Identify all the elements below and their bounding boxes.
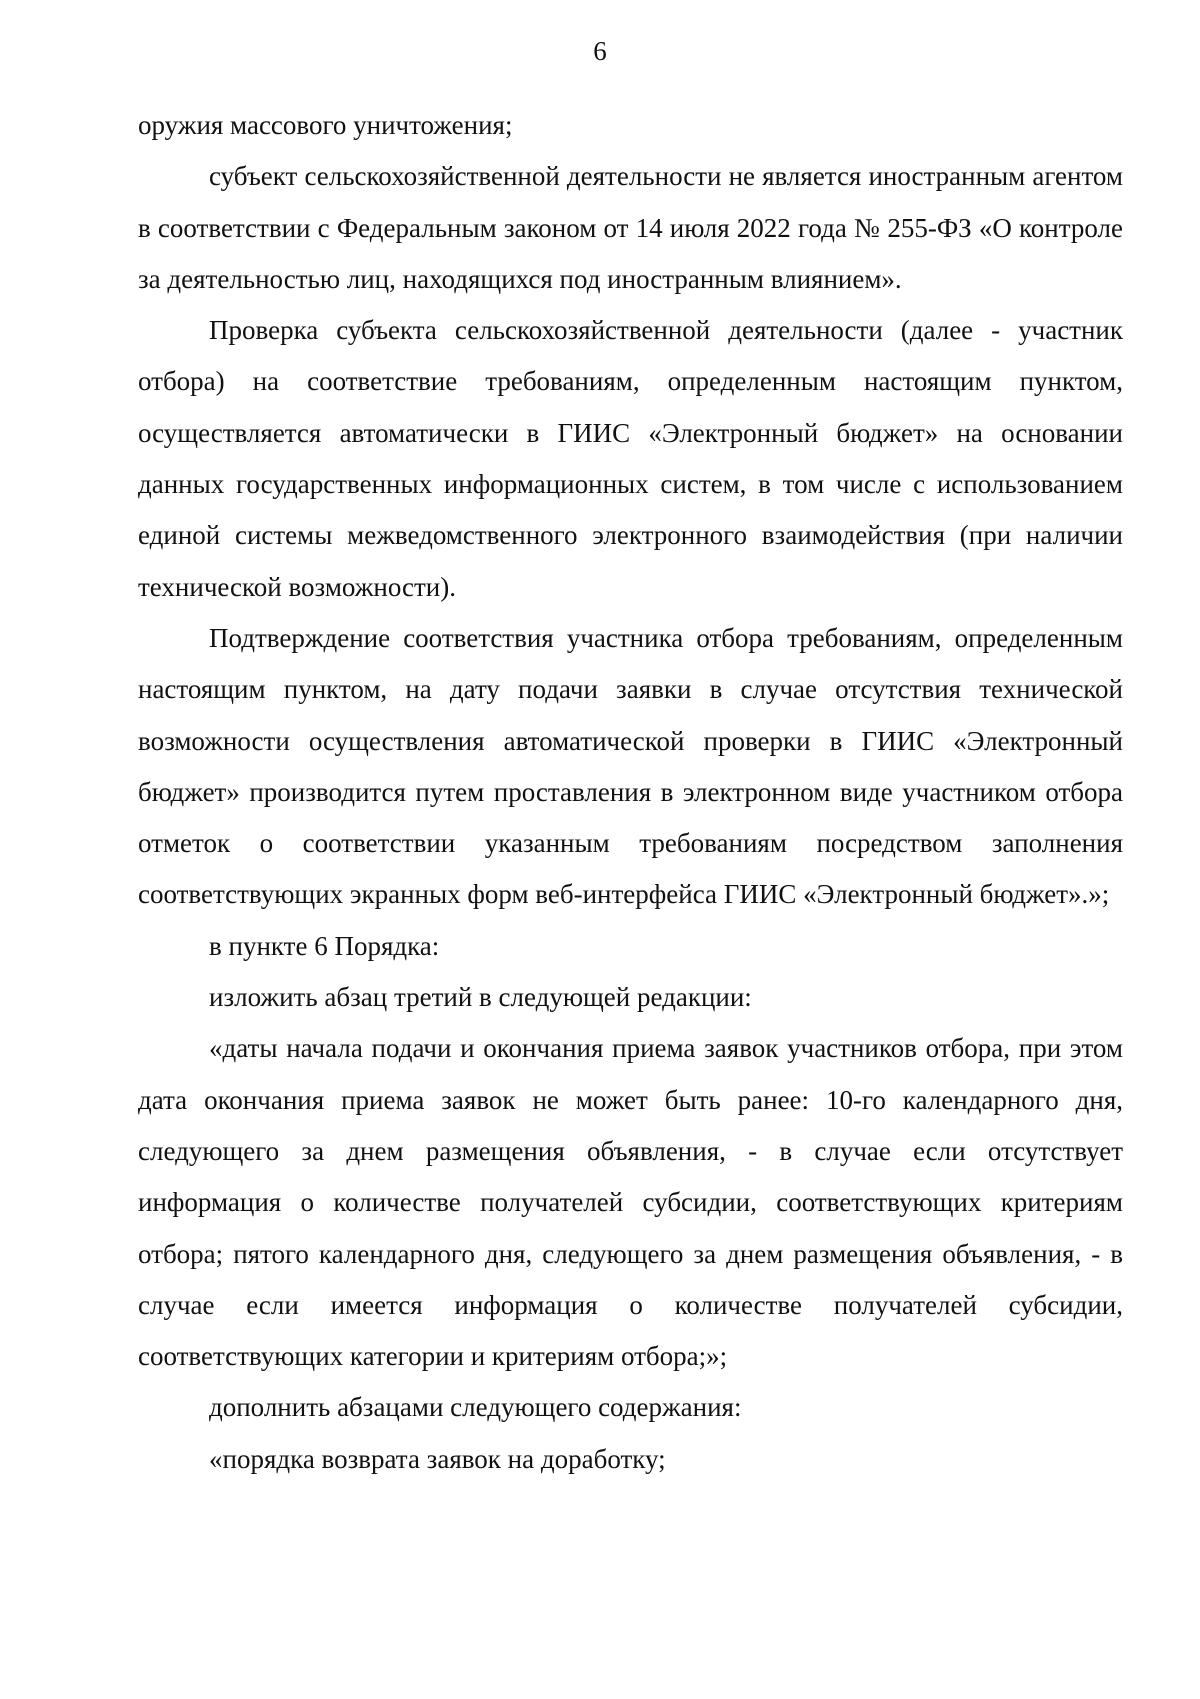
paragraph-supplement: дополнить абзацами следующего содержания: bbox=[209, 1392, 742, 1423]
paragraph-confirmation: Подтверждение соответствия участника отбора требованиям, определенным настоящим пунктом, на дату подачи заявки в случае отсутствия технической возможности осуществления автоматической проверки в ГИИС «Электронный бюджет» производится путем проставления в электронном виде участником отбора отметок о соответствии указанным требованиям посредством заполнения соответствующих экранных форм веб-интерфейса ГИИС «Электронный бюджет».»; bbox=[138, 622, 1123, 910]
paragraph-point-6: в пункте 6 Порядка: bbox=[209, 930, 440, 961]
paragraph-dates: «даты начала подачи и окончания приема заявок участников отбора, при этом дата окончания приема заявок не может быть ранее: 10-го календарного дня, следующего за днем размещения объявления, - в случае если отсутствует информация о количестве получателей субсидии, соответствующих критериям отбора; пятого календарного дня, следующего за днем размещения объявления, - в случае если имеется информация о количестве получателей субсидии, соответствующих категории и критериям отбора;»; bbox=[138, 1033, 1123, 1372]
paragraph-automatic-check: Проверка субъекта сельскохозяйственной деятельности (далее - участник отбора) на соответствие требованиям, определенным настоящим пунктом, осуществляется автоматически в ГИИС «Электронный бюджет» на основании данных государственных информационных систем, в том числе с использованием единой системы межведомственного электронного взаимодействия (при наличии технической возможности). bbox=[138, 315, 1123, 602]
paragraph-continuation: оружия массового уничтожения; bbox=[138, 110, 513, 140]
paragraph-third-abzac: изложить абзац третий в следующей редакции: bbox=[209, 982, 752, 1013]
document-body bbox=[138, 100, 1123, 1485]
paragraph-foreign-agent: субъект сельскохозяйственной деятельности не является иностранным агентом в соответствии с Федеральным законом от 14 июля 2022 года № 255-ФЗ «О контроле за деятельностью лиц, находящихся под иностранным влиянием». bbox=[138, 161, 1123, 294]
paragraph-return-procedure: «порядка возврата заявок на доработку; bbox=[209, 1443, 666, 1474]
page-number: 6 bbox=[593, 36, 607, 66]
